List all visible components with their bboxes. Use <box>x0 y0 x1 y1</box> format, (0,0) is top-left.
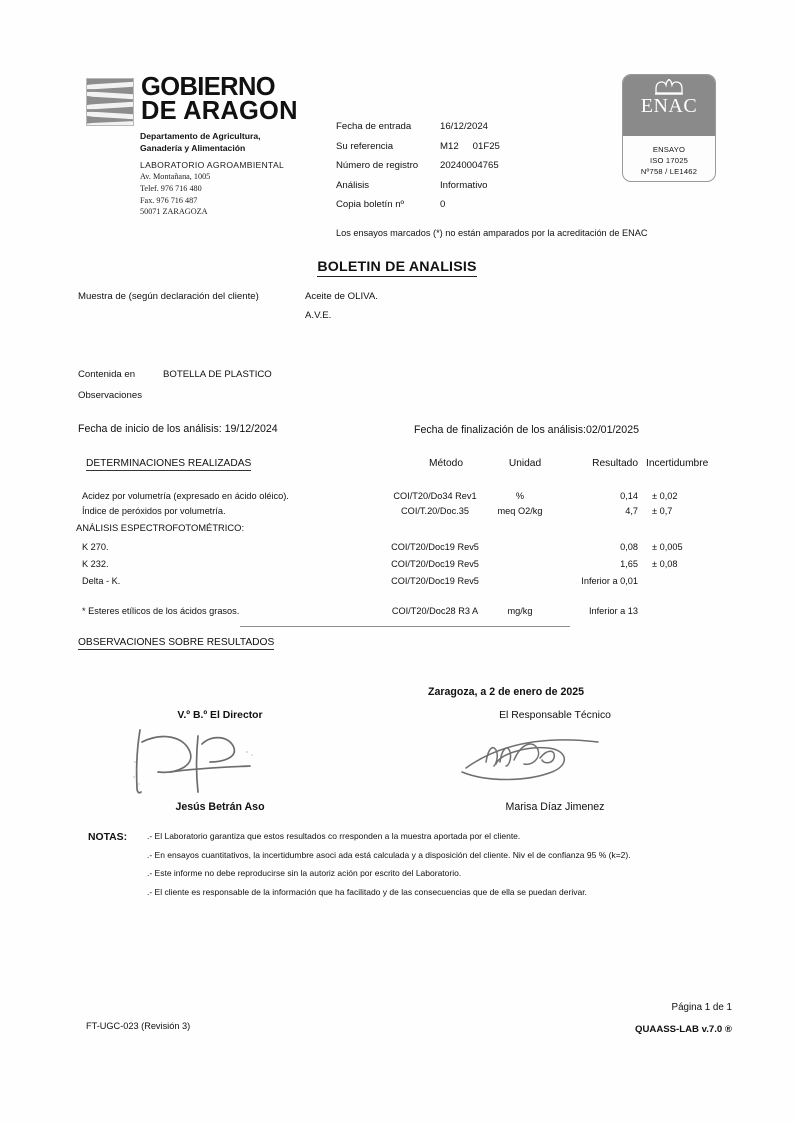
container-label: Contenida en <box>78 369 136 380</box>
cell-determination: K 270. <box>82 542 109 552</box>
cell-result: Inferior a 13 <box>588 606 638 616</box>
meta-value: Informativo <box>440 179 488 191</box>
enac-test-label: ENSAYO <box>652 144 686 154</box>
page-number: Página 1 de 1 <box>671 1002 732 1013</box>
meta-row-entry-date <box>336 121 500 141</box>
government-logo-block <box>86 73 298 218</box>
cell-result: 0,08 <box>620 542 638 552</box>
analysis-end-date: Fecha de finalización de los análisis:02/01/2025 <box>414 424 639 436</box>
cell-determination: * Esteres etílicos de los ácidos grasos. <box>82 606 240 616</box>
cell-method: COI/T20/Doc19 Rev5 <box>391 542 479 552</box>
cell-uncertainty: ± 0,08 <box>652 559 678 569</box>
sample-value-primary: Aceite de OLIVA. <box>305 291 378 302</box>
cell-determination: Acidez por volumetría (expresado en ácido oléico). <box>82 491 289 501</box>
notes-label: NOTAS: <box>88 832 128 843</box>
aragon-waves-icon <box>86 78 134 126</box>
signature-mark-director <box>118 722 288 805</box>
meta-label: Su referencia <box>336 140 394 152</box>
results-observations-heading: OBSERVACIONES SOBRE RESULTADOS <box>78 637 275 648</box>
signature-title-director: V.º B.º El Director <box>177 710 263 721</box>
page-title: BOLETIN DE ANALISIS <box>317 259 477 275</box>
meta-label: Número de registro <box>336 160 419 171</box>
signature-city-date: Zaragoza, a 2 de enero de 2025 <box>428 686 585 698</box>
meta-row-reference <box>336 141 500 161</box>
table-bottom-rule <box>240 626 570 627</box>
sample-label: Muestra de (según declaración del cliente) <box>78 291 259 302</box>
meta-label: Análisis <box>336 179 370 191</box>
column-header-method: Método <box>429 458 463 469</box>
signature-name-technical-manager: Marisa Díaz Jimenez <box>505 801 605 813</box>
note-item: .- Este informe no debe reproducirse sin la autoriz ación por escrito del Laboratorio. <box>147 868 462 879</box>
cell-uncertainty: ± 0,7 <box>652 506 673 516</box>
reference-part-2: 01F25 <box>472 140 500 152</box>
column-header-uncertainty: Incertidumbre <box>646 458 709 469</box>
cell-method: COI/T20/Doc19 Rev5 <box>391 576 479 586</box>
meta-row-analysis-type <box>336 180 500 200</box>
logo-line-1: GOBIERNO <box>141 73 276 101</box>
document-header <box>0 0 794 238</box>
table-row <box>0 559 794 576</box>
signature-title-technical-manager: El Responsable Técnico <box>499 710 611 721</box>
notes-list <box>147 831 747 905</box>
note-item: .- El cliente es responsable de la información que ha facilitado y de las consecuencias que de ella se puedan derivar. <box>147 886 587 897</box>
entry-metadata <box>336 121 500 219</box>
cell-method: COI/T20/Do34 Rev1 <box>393 491 477 501</box>
meta-value: 16/12/2024 <box>440 121 489 132</box>
enac-disclaimer: Los ensayos marcados (*) no están amparados por la acreditación de ENAC <box>336 228 648 238</box>
table-section-heading: ANÁLISIS ESPECTROFOTOMÉTRICO: <box>76 522 245 533</box>
table-row <box>0 606 794 623</box>
form-code: FT-UGC-023 (Revisión 3) <box>86 1021 191 1031</box>
meta-row-registration-number <box>336 160 500 180</box>
table-row <box>0 506 794 523</box>
enac-number: Nº758 / LE1462 <box>640 166 698 176</box>
lab-name: LABORATORIO AGROAMBIENTAL <box>140 160 285 171</box>
table-row <box>0 576 794 593</box>
cell-uncertainty: ± 0,02 <box>652 491 678 501</box>
lab-fax: Fax. 976 716 487 <box>140 195 198 205</box>
enac-wordmark: ENAC <box>640 95 698 117</box>
meta-label: Fecha de entrada <box>336 121 412 132</box>
signature-mark-technical-manager <box>452 728 622 799</box>
meta-value: 20240004765 <box>440 160 499 171</box>
cell-determination: Índice de peróxidos por volumetría. <box>82 506 226 516</box>
cell-unit: % <box>515 491 525 501</box>
enac-accreditation-badge <box>622 74 716 182</box>
crown-icon <box>652 79 686 95</box>
note-item: .- En ensayos cuantitativos, la incertidumbre asoci ada está calculada y a disposición del cliente. Niv el de confianza 95 % (k=2). <box>147 849 631 860</box>
column-header-result: Resultado <box>592 458 638 469</box>
software-brand: QUAASS-LAB v.7.0 ® <box>635 1024 732 1035</box>
cell-result: Inferior a 0,01 <box>581 576 638 586</box>
meta-value: 0 <box>440 199 446 210</box>
department-name: Departamento de Agricultura, Ganadería y Alimentación <box>140 131 261 153</box>
enac-standard: ISO 17025 <box>649 155 689 165</box>
laboratory-address <box>140 159 296 218</box>
container-value: BOTELLA DE PLASTICO <box>163 369 272 380</box>
cell-method: COI/T.20/Doc.35 <box>401 506 469 516</box>
cell-determination: Delta - K. <box>82 576 121 586</box>
cell-method: COI/T20/Doc19 Rev5 <box>391 559 479 569</box>
signature-name-director: Jesús Betrán Aso <box>175 801 265 813</box>
cell-result: 1,65 <box>620 559 638 569</box>
cell-unit: mg/kg <box>507 606 533 616</box>
meta-row-copy-number <box>336 199 500 219</box>
cell-method: COI/T20/Doc28 R3 A <box>391 606 479 616</box>
table-row <box>0 542 794 559</box>
cell-result: 0,14 <box>620 491 638 501</box>
column-header-unit: Unidad <box>508 458 542 469</box>
analysis-start-date: Fecha de inicio de los análisis: 19/12/2024 <box>78 423 278 435</box>
lab-street: Av. Montañana, 1005 <box>140 172 211 182</box>
observations-label: Observaciones <box>78 390 142 401</box>
note-item: .- El Laboratorio garantiza que estos resultados co rresponden a la muestra aportada por el cliente. <box>147 831 521 841</box>
cell-unit: meq O2/kg <box>497 506 543 516</box>
sample-value-secondary: A.V.E. <box>305 310 332 321</box>
lab-city: 50071 ZARAGOZA <box>140 207 208 217</box>
column-header-determinations: DETERMINACIONES REALIZADAS <box>86 458 252 469</box>
logo-line-2: DE ARAGON <box>141 96 298 125</box>
table-header-row <box>0 458 794 474</box>
meta-value <box>440 141 500 152</box>
cell-result: 4,7 <box>625 506 638 516</box>
reference-part-1: M12 <box>440 140 459 152</box>
meta-label: Copia boletín nº <box>336 199 405 210</box>
cell-uncertainty: ± 0,005 <box>652 542 683 552</box>
cell-determination: K 232. <box>82 559 109 569</box>
lab-phone: Telef. 976 716 480 <box>140 184 202 194</box>
